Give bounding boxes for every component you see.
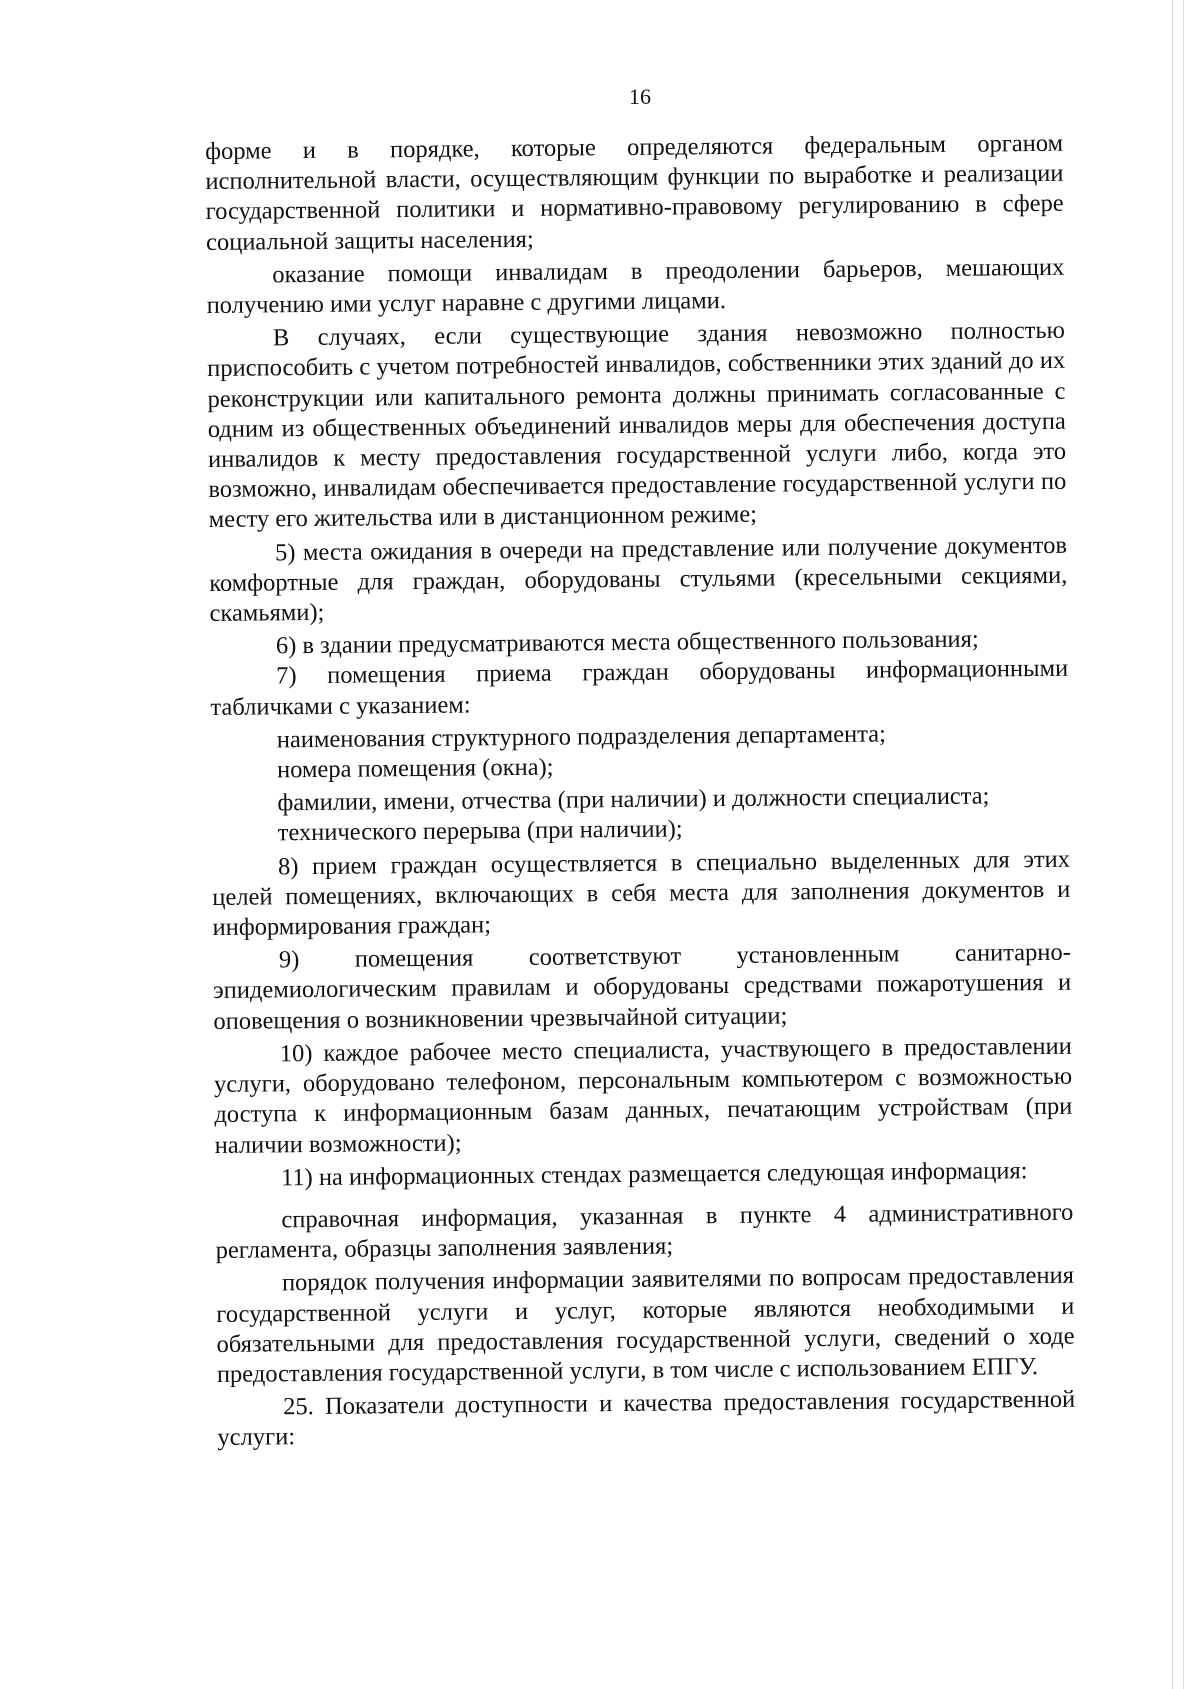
sub-item: справочная информация, указанная в пункте 4 административного регламента, образцы заполнения заявления; <box>215 1198 1074 1265</box>
sub-item: порядок получения информации заявителями по вопросам предоставления государственной услуги и услуг, которые являются необходимыми и обязательными для предоставления государственной услуги, сведений о ходе предоставления государственной услуги, в том числе с использованием ЕПГУ. <box>216 1262 1075 1388</box>
scan-edge-line <box>1183 0 1184 1689</box>
section-heading: 25. Показатели доступности и качества предоставления государственной услуги: <box>217 1385 1076 1452</box>
list-item: 8) прием граждан осуществляется в специально выделенных для этих целей помещениях, включающих в себя места для заполнения документов и информирования граждан; <box>212 845 1071 942</box>
paragraph: В случаях, если существующие здания невозможно полностью приспособить с учетом потребностей инвалидов, собственники этих зданий до их реконструкции или капитального ремонта должны принимать согласованные с одним из общественных объединений инвалидов меры для обеспечения доступа инвалидов к месту предоставления государственной услуги либо, когда это возможно, инвалидам обеспечивается предоставление государственной услуги по месту его жительства или в дистанционном режиме; <box>207 316 1067 534</box>
page-number: 16 <box>629 84 651 109</box>
list-item: 9) помещения соответствуют установленным санитарно-эпидемиологическим правилам и оборудованы средствами пожаротушения и оповещения о возникновении чрезвычайной ситуации; <box>213 939 1072 1035</box>
scan-edge-line <box>1172 0 1173 1689</box>
sub-item: номера помещения (окна); <box>276 753 554 784</box>
sub-item: фамилии, имени, отчества (при наличии) и должности специалиста; <box>277 782 990 817</box>
list-item: 5) места ожидания в очереди на представление или получение документов комфортные для граждан, оборудованы стульями (кресельными секциями, скамьями); <box>209 531 1068 628</box>
sub-item: технического перерыва (при наличии); <box>277 815 683 847</box>
paragraph: оказание помощи инвалидам в преодолении барьеров, мешающих получению ими услуг наравне с другими лицами. <box>206 253 1065 320</box>
document-body <box>205 129 1076 1454</box>
list-item: 10) каждое рабочее место специалиста, участвующего в предоставлении услуги, оборудовано телефоном, персональным компьютером с возможностью доступа к информационным базам данных, печатающим устройствам (при наличии возможности); <box>213 1032 1073 1159</box>
list-item: 6) в здании предусматриваются места общественного пользования; <box>275 625 979 660</box>
sub-item: наименования структурного подразделения департамента; <box>276 720 887 754</box>
paragraph: форме и в порядке, которые определяются федеральным органом исполнительной власти, осуществляющим функции по выработке и реализации государственной политики и нормативно-правовому регулированию в сфере социальной защиты населения; <box>205 129 1064 256</box>
list-item: 7) помещения приема граждан оборудованы информационными табличками с указанием: <box>210 655 1069 721</box>
list-item: 11) на информационных стендах размещается следующая информация: <box>280 1156 1028 1192</box>
